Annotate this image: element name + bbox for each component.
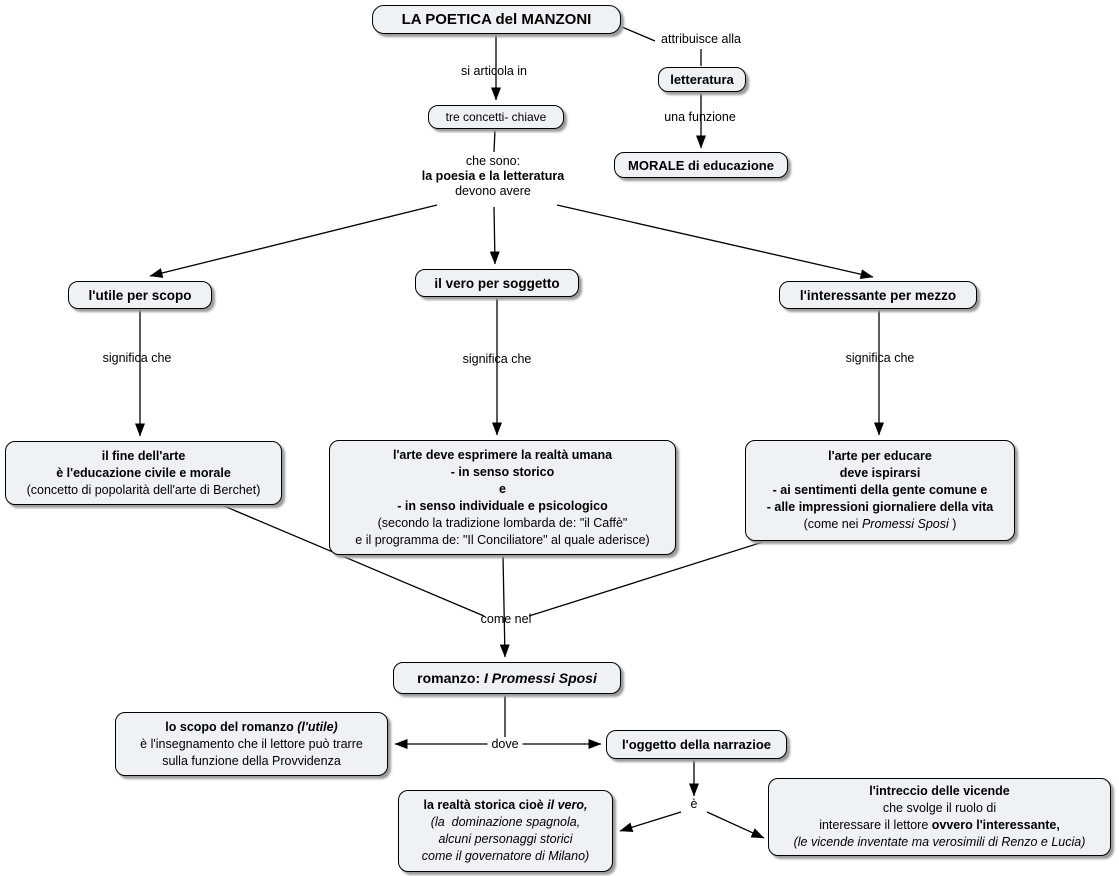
title-text: LA POETICA del MANZONI bbox=[401, 11, 592, 28]
realta-storica-line: come il governatore di Milano) bbox=[421, 849, 590, 863]
oggetto-text: l'oggetto della narrazioe bbox=[621, 737, 771, 752]
node-vero-per-soggetto[interactable] bbox=[415, 269, 579, 297]
label-come-nel: come nel bbox=[480, 612, 532, 626]
label-significa-che-right: significa che bbox=[845, 351, 915, 365]
label-dove: dove bbox=[487, 737, 522, 752]
arte-esprimere-line: - in senso individuale e psicologico bbox=[397, 498, 608, 513]
node-romanzo-promessi-sposi[interactable] bbox=[393, 662, 621, 694]
label-che-sono bbox=[378, 154, 608, 199]
node-morale[interactable] bbox=[614, 152, 788, 178]
realta-storica-line: (la dominazione spagnola, bbox=[430, 815, 581, 829]
node-tre-concetti[interactable] bbox=[428, 105, 564, 129]
intreccio-line: l'intreccio delle vicende bbox=[869, 784, 1010, 798]
che-sono-line: devono avere bbox=[455, 184, 531, 198]
line-che-sono-to-utile bbox=[150, 205, 437, 276]
node-scopo-romanzo[interactable] bbox=[115, 712, 388, 776]
fine-arte-line: è l'educazione civile e morale bbox=[56, 465, 231, 480]
scopo-romanzo-line: è l'insegnamento che il lettore può trarre bbox=[140, 736, 363, 751]
arte-educare-line: l'arte per educare bbox=[828, 449, 932, 463]
arte-esprimere-line: e bbox=[499, 481, 506, 496]
che-sono-line: che sono: bbox=[465, 154, 521, 168]
label-e: è bbox=[687, 797, 702, 812]
tre-concetti-text: tre concetti- chiave bbox=[445, 110, 547, 124]
interessante-text: l'interessante per mezzo bbox=[799, 287, 957, 303]
arte-esprimere-line: - in senso storico bbox=[450, 464, 555, 479]
arte-educare-line: - ai sentimenti della gente comune e bbox=[772, 483, 988, 497]
node-realta-storica[interactable] bbox=[398, 790, 613, 872]
scopo-romanzo-line: sulla funzione della Provvidenza bbox=[162, 753, 341, 768]
line-che-sono-to-interessante bbox=[557, 205, 873, 277]
fine-arte-line: il fine dell'arte bbox=[101, 448, 186, 463]
arte-educare-line: deve ispirarsi bbox=[839, 466, 921, 480]
node-intreccio-vicende[interactable] bbox=[768, 778, 1111, 856]
arte-educare-line: - alle impressioni giornaliere della vita bbox=[766, 500, 994, 514]
arte-educare-line: (come nei Promessi Sposi ) bbox=[803, 517, 957, 531]
che-sono-line: la poesia e la letteratura bbox=[421, 169, 565, 183]
label-si-articola-in: si articola in bbox=[461, 64, 527, 78]
node-letteratura[interactable] bbox=[658, 67, 746, 92]
node-utile-per-scopo[interactable] bbox=[68, 281, 212, 309]
node-interessante-per-mezzo[interactable] bbox=[779, 281, 977, 309]
letteratura-text: letteratura bbox=[670, 72, 734, 87]
label-una-funzione: una funzione bbox=[664, 110, 736, 124]
fine-arte-line: (concetto di popolarità dell'arte di Berchet) bbox=[26, 482, 261, 497]
node-title[interactable] bbox=[372, 5, 621, 34]
scopo-romanzo-line: lo scopo del romanzo (l'utile) bbox=[165, 719, 338, 734]
label-significa-che-left: significa che bbox=[102, 351, 172, 365]
intreccio-line: interessare il lettore ovvero l'interessante, bbox=[819, 818, 1060, 832]
line-e-to-realta bbox=[620, 812, 681, 831]
node-oggetto-narrazione[interactable] bbox=[606, 730, 787, 759]
arte-esprimere-line: e il programma de: "Il Conciliatore" al quale aderisce) bbox=[355, 532, 650, 547]
vero-text: il vero per soggetto bbox=[434, 275, 560, 291]
romanzo-line: romanzo: I Promessi Sposi bbox=[417, 669, 597, 686]
line-che-sono-to-vero bbox=[494, 207, 495, 264]
label-significa-che-center: significa che bbox=[462, 352, 532, 366]
node-arte-esprimere[interactable] bbox=[329, 440, 676, 555]
node-arte-educare[interactable] bbox=[745, 440, 1015, 541]
morale-text: MORALE di educazione bbox=[628, 157, 774, 173]
line-title-to-attribuisce bbox=[622, 27, 655, 41]
line-tre-concetti-to-che-sono bbox=[494, 130, 495, 152]
realta-storica-line: alcuni personaggi storici bbox=[438, 832, 573, 846]
utile-text: l'utile per scopo bbox=[88, 287, 192, 303]
intreccio-line: (le vicende inventate ma verosimili di Renzo e Lucia) bbox=[793, 835, 1086, 849]
node-fine-arte[interactable] bbox=[5, 441, 282, 505]
arte-esprimere-line: l'arte deve esprimere la realtà umana bbox=[392, 447, 613, 462]
intreccio-line: che svolge il ruolo di bbox=[882, 801, 997, 815]
label-attribuisce-alla: attribuisce alla bbox=[661, 32, 741, 46]
line-arte-esprimere-to-romanzo bbox=[503, 556, 505, 657]
arte-esprimere-line: (secondo la tradizione lombarda de: "il Caffè" bbox=[377, 515, 628, 530]
realta-storica-line: la realtà storica cioè il vero, bbox=[423, 798, 588, 812]
line-e-to-intreccio bbox=[707, 812, 764, 838]
